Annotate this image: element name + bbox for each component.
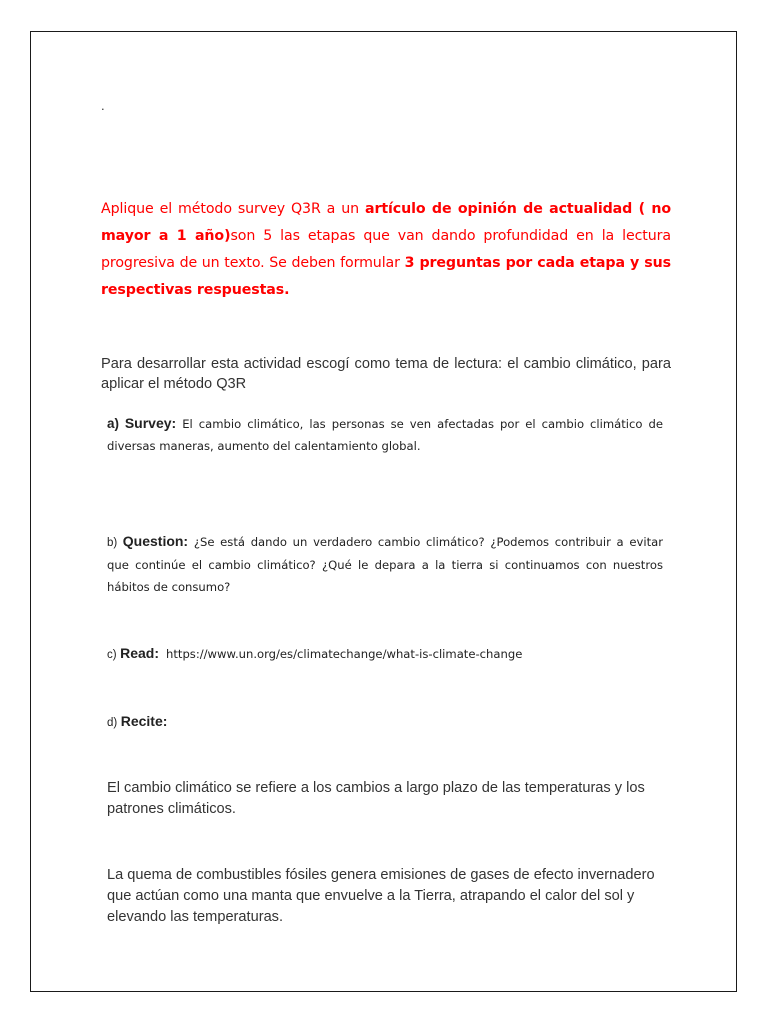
read-label: c)	[107, 649, 117, 661]
stray-dot: .	[101, 98, 105, 113]
assignment-instruction	[101, 196, 671, 304]
recite-key: Recite:	[120, 713, 168, 729]
intro-paragraph: Para desarrollar esta actividad escogí como tema de lectura: el cambio climático, para aplicar el método Q3R	[101, 356, 671, 392]
read-key: Read:	[120, 645, 159, 661]
instruction-text-2: son 5 las etapas que van dando profundidad en la lectura progresiva de un texto. Se deben formular	[101, 228, 671, 271]
survey-label: a)	[107, 416, 120, 431]
question-key: Question:	[122, 533, 189, 549]
recite-label: d)	[107, 717, 118, 729]
read-link[interactable]: https://www.un.org/es/climatechange/what-is-climate-change	[166, 647, 523, 661]
question-label: b)	[107, 537, 118, 549]
survey-text: El cambio climático, las personas se ven afectadas por el cambio climático de diversas maneras, aumento del calentamiento global.	[107, 417, 663, 453]
document-page	[30, 31, 737, 992]
question-section	[107, 530, 663, 598]
instruction-bold-2: 3 preguntas por cada etapa y sus respectivas respuestas.	[101, 255, 671, 298]
read-section	[107, 642, 663, 666]
recite-paragraph-1: El cambio climático se refiere a los cambios a largo plazo de las temperaturas y los patrones climáticos.	[107, 780, 645, 817]
recite-paragraph-2: La quema de combustibles fósiles genera emisiones de gases de efecto invernadero que actúan como una manta que envuelve a la Tierra, atrapando el calor del sol y elevando las temperaturas.	[107, 867, 655, 925]
instruction-text-1: Aplique el método survey Q3R a un	[101, 201, 365, 217]
recite-section	[107, 710, 663, 734]
instruction-bold-1: artículo de opinión de actualidad ( no mayor a 1 año)	[101, 201, 671, 244]
question-text: ¿Se está dando un verdadero cambio climático? ¿Podemos contribuir a evitar que continúe el cambio climático? ¿Qué le depara a la tierra si continuamos con nuestros hábitos de consumo?	[107, 535, 663, 594]
survey-section	[107, 412, 663, 457]
survey-key: Survey:	[124, 415, 177, 431]
